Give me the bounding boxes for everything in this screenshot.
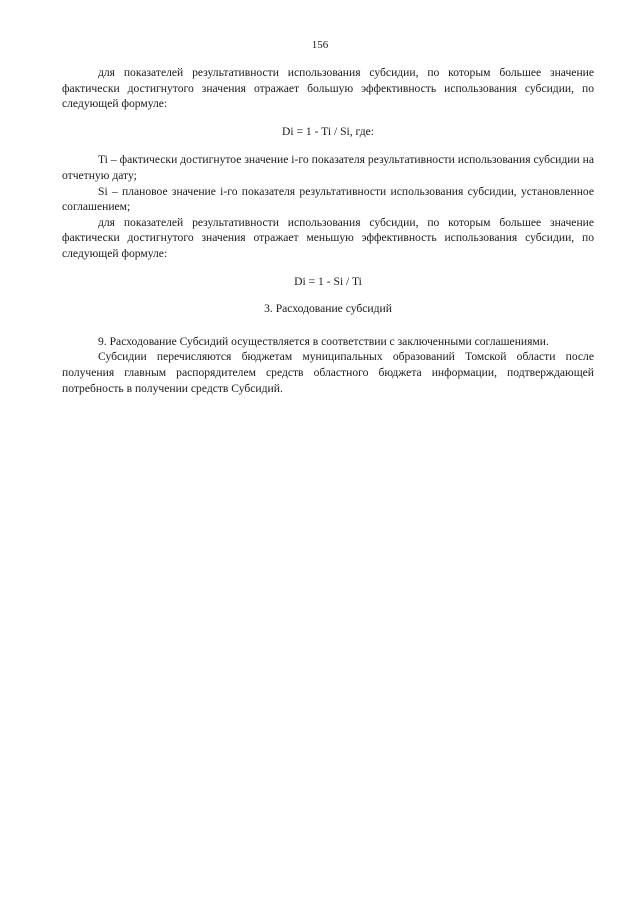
page-number: 156 [311, 39, 329, 51]
spacer [62, 139, 594, 152]
paragraph-ti-definition: Ti – фактически достигнутое значение i-го показателя результативности использования субсидии на отчетную дату; [62, 153, 594, 182]
paragraph-item-9: 9. Расходование Субсидий осуществляется в соответствии с заключенными соглашениями. [98, 334, 549, 348]
paragraph-lower-is-better-intro: для показателей результативности использования субсидии, по которым большее значение фактически достигнутого значения отражает меньшую эффективность использования субсидии, по следующей формуле: [62, 215, 594, 260]
spacer [62, 289, 594, 301]
spacer [62, 262, 594, 274]
paragraph-subsidy-transfer: Субсидии перечисляются бюджетам муниципальных образований Томской области после получения главным распорядителем средств областного бюджета информации, подтверждающей потребность в получении средств Субсидий. [62, 350, 594, 395]
document-body [62, 65, 594, 396]
paragraph-si-definition: Si – плановое значение i-го показателя результативности использования субсидии, установленное соглашением; [62, 184, 594, 214]
paragraph-higher-is-better-intro: для показателей результативности использования субсидии, по которым большее значение фактически достигнутого значения отражает большую эффективность использования субсидии, по следующей формуле: [62, 66, 594, 111]
section-title: 3. Расходование субсидий [264, 302, 392, 316]
formula-lower-is-better: Di = 1 - Si / Ti [294, 274, 362, 288]
formula-higher-is-better: Di = 1 - Ti / Si, где: [282, 124, 374, 138]
spacer [62, 112, 594, 124]
spacer [62, 317, 594, 334]
